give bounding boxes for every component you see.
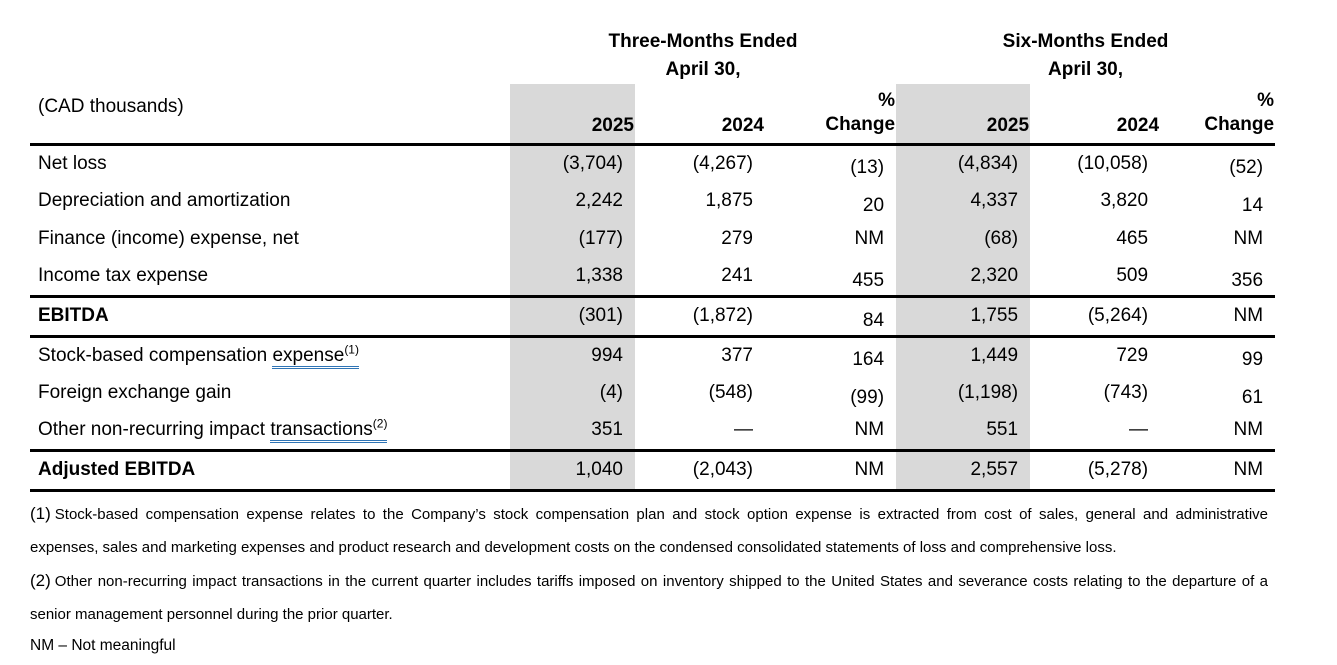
table-cell: (99) [850,387,885,408]
pct-change-word: Change [1204,113,1275,135]
table-cell: NM [854,228,885,249]
col-header-2024-six-months: 2024 [1030,84,1160,144]
footnote-1-marker: (1) [30,503,51,523]
table-cell: 279 [721,228,753,249]
table-cell: 1,755 [896,296,1030,336]
table-cell: 356 [1160,258,1275,296]
pct-sign: % [878,89,896,111]
table-cell: 2,242 [510,182,635,220]
table-cell: 84 [765,296,896,336]
table-header [30,28,1275,144]
row-label: Depreciation and amortization [38,190,291,211]
table-cell: (4,267) [692,152,753,174]
spacer-cell [30,56,510,84]
row-foreign-exchange-gain [30,374,1275,412]
table-cell: 241 [635,258,765,296]
table-cell: (68) [896,220,1030,258]
table-cell: — [635,412,765,450]
pct-sign: % [1257,89,1275,111]
ebitda-reconciliation-table [30,28,1275,492]
period-group-subtitle-row [30,56,1275,84]
table-cell: 377 [721,344,753,366]
column-header-row [30,84,1275,144]
row-finance-income-expense-net [30,220,1275,258]
unit-label: (CAD thousands) [30,84,510,144]
grammar-underline [272,342,359,369]
footnotes-section [30,497,1268,661]
table-cell: 164 [852,349,885,370]
table-cell: NM [1233,228,1264,249]
period-group-title-row [30,28,1275,56]
table-cell: 2,320 [896,258,1030,296]
row-net-loss [30,144,1275,182]
col-header-pct-change-six-months [1160,84,1275,144]
table-cell: 351 [510,412,635,450]
col-header-2025-three-months: 2025 [510,84,635,144]
footnote-ref-2: (2) [372,416,388,431]
footnote-1-text: Stock-based compensation expense relates to the Company’s stock compensation plan and stock option expense is extracted from cost of sales, general and administrative expenses, sales and marketing expenses and product research and development costs on the condensed consolidated statements of loss and comprehensive loss. [30,505,1268,556]
col-header-2024-three-months: 2024 [635,84,765,144]
footnote-ref-1: (1) [344,342,359,357]
table-cell: 3,820 [1100,190,1149,211]
table-cell: (2,043) [635,450,765,490]
col-header-pct-change-three-months [765,84,896,144]
grammar-underline [270,416,388,443]
three-months-group-title: Three-Months Ended [608,31,798,52]
underlined-word: expense [272,344,345,366]
table-cell: 1,338 [510,258,635,296]
table-cell: (5,264) [1030,296,1160,336]
table-cell: 994 [510,336,635,374]
row-ebitda [30,296,1275,336]
table-cell: 455 [765,258,896,296]
table-cell: 4,337 [896,182,1030,220]
table-cell: 61 [1241,387,1264,408]
table-cell: NM [1160,450,1275,490]
spacer-cell [30,28,510,56]
table-cell: 1,875 [705,190,753,211]
row-label: Net loss [38,152,107,174]
col-header-2025-six-months: 2025 [896,84,1030,144]
table-cell: NM [765,450,896,490]
label-text: Other non-recurring impact [38,419,271,441]
table-cell: (177) [510,220,635,258]
footnote-1 [30,497,1268,564]
nm-definition: NM – Not meaningful [30,636,176,654]
row-adjusted-ebitda [30,450,1275,490]
table-cell: 1,449 [896,336,1030,374]
table-cell: NM [1160,296,1275,336]
row-income-tax-expense [30,258,1275,296]
table-cell: (13) [850,157,885,178]
table-cell: (3,704) [510,144,635,182]
table-cell: 465 [1116,228,1149,249]
label-text: Stock-based compensation [38,344,273,366]
table-cell: (10,058) [1077,152,1149,174]
row-label: Income tax expense [30,258,510,296]
table-cell: 20 [862,195,885,216]
six-months-group-subtitle: April 30, [1048,59,1124,80]
row-stock-based-compensation-expense [30,336,1275,374]
row-label: EBITDA [30,296,510,336]
footnote-2 [30,564,1268,631]
table-cell: 14 [1241,195,1264,216]
table-cell: (301) [510,296,635,336]
table-cell: (1,872) [635,296,765,336]
table-cell: 99 [1241,349,1264,370]
three-months-group-subtitle: April 30, [665,59,741,80]
row-depreciation-amortization [30,182,1275,220]
table-cell: NM [1160,412,1275,450]
table-cell: NM [765,412,896,450]
table-cell: (743) [1103,382,1149,403]
row-other-non-recurring-impact-transactions [30,412,1275,450]
row-label [30,412,510,450]
underlined-word: transactions [270,419,373,441]
six-months-group-title: Six-Months Ended [1002,31,1169,52]
table-cell: — [1030,412,1160,450]
table-cell: (4) [510,374,635,412]
row-label: Foreign exchange gain [38,382,232,403]
pct-change-word: Change [825,113,896,135]
table-cell: (5,278) [1030,450,1160,490]
table-cell: 1,040 [510,450,635,490]
row-label: Adjusted EBITDA [30,450,510,490]
table-cell: 551 [896,412,1030,450]
table-cell: (548) [708,382,753,403]
footnote-2-marker: (2) [30,570,51,590]
table-body [30,144,1275,490]
table-cell: (4,834) [896,144,1030,182]
row-label [30,336,510,374]
footnote-2-text: Other non-recurring impact transactions in the current quarter includes tariffs imposed on inventory shipped to the United States and severance costs relating to the departure of a senior management personnel during the prior quarter. [30,572,1268,623]
row-label: Finance (income) expense, net [38,228,299,249]
table-cell: 2,557 [896,450,1030,490]
table-cell: (1,198) [896,374,1030,412]
table-cell: (52) [1229,157,1264,178]
table-cell: 509 [1030,258,1160,296]
table-cell: 729 [1116,344,1149,366]
